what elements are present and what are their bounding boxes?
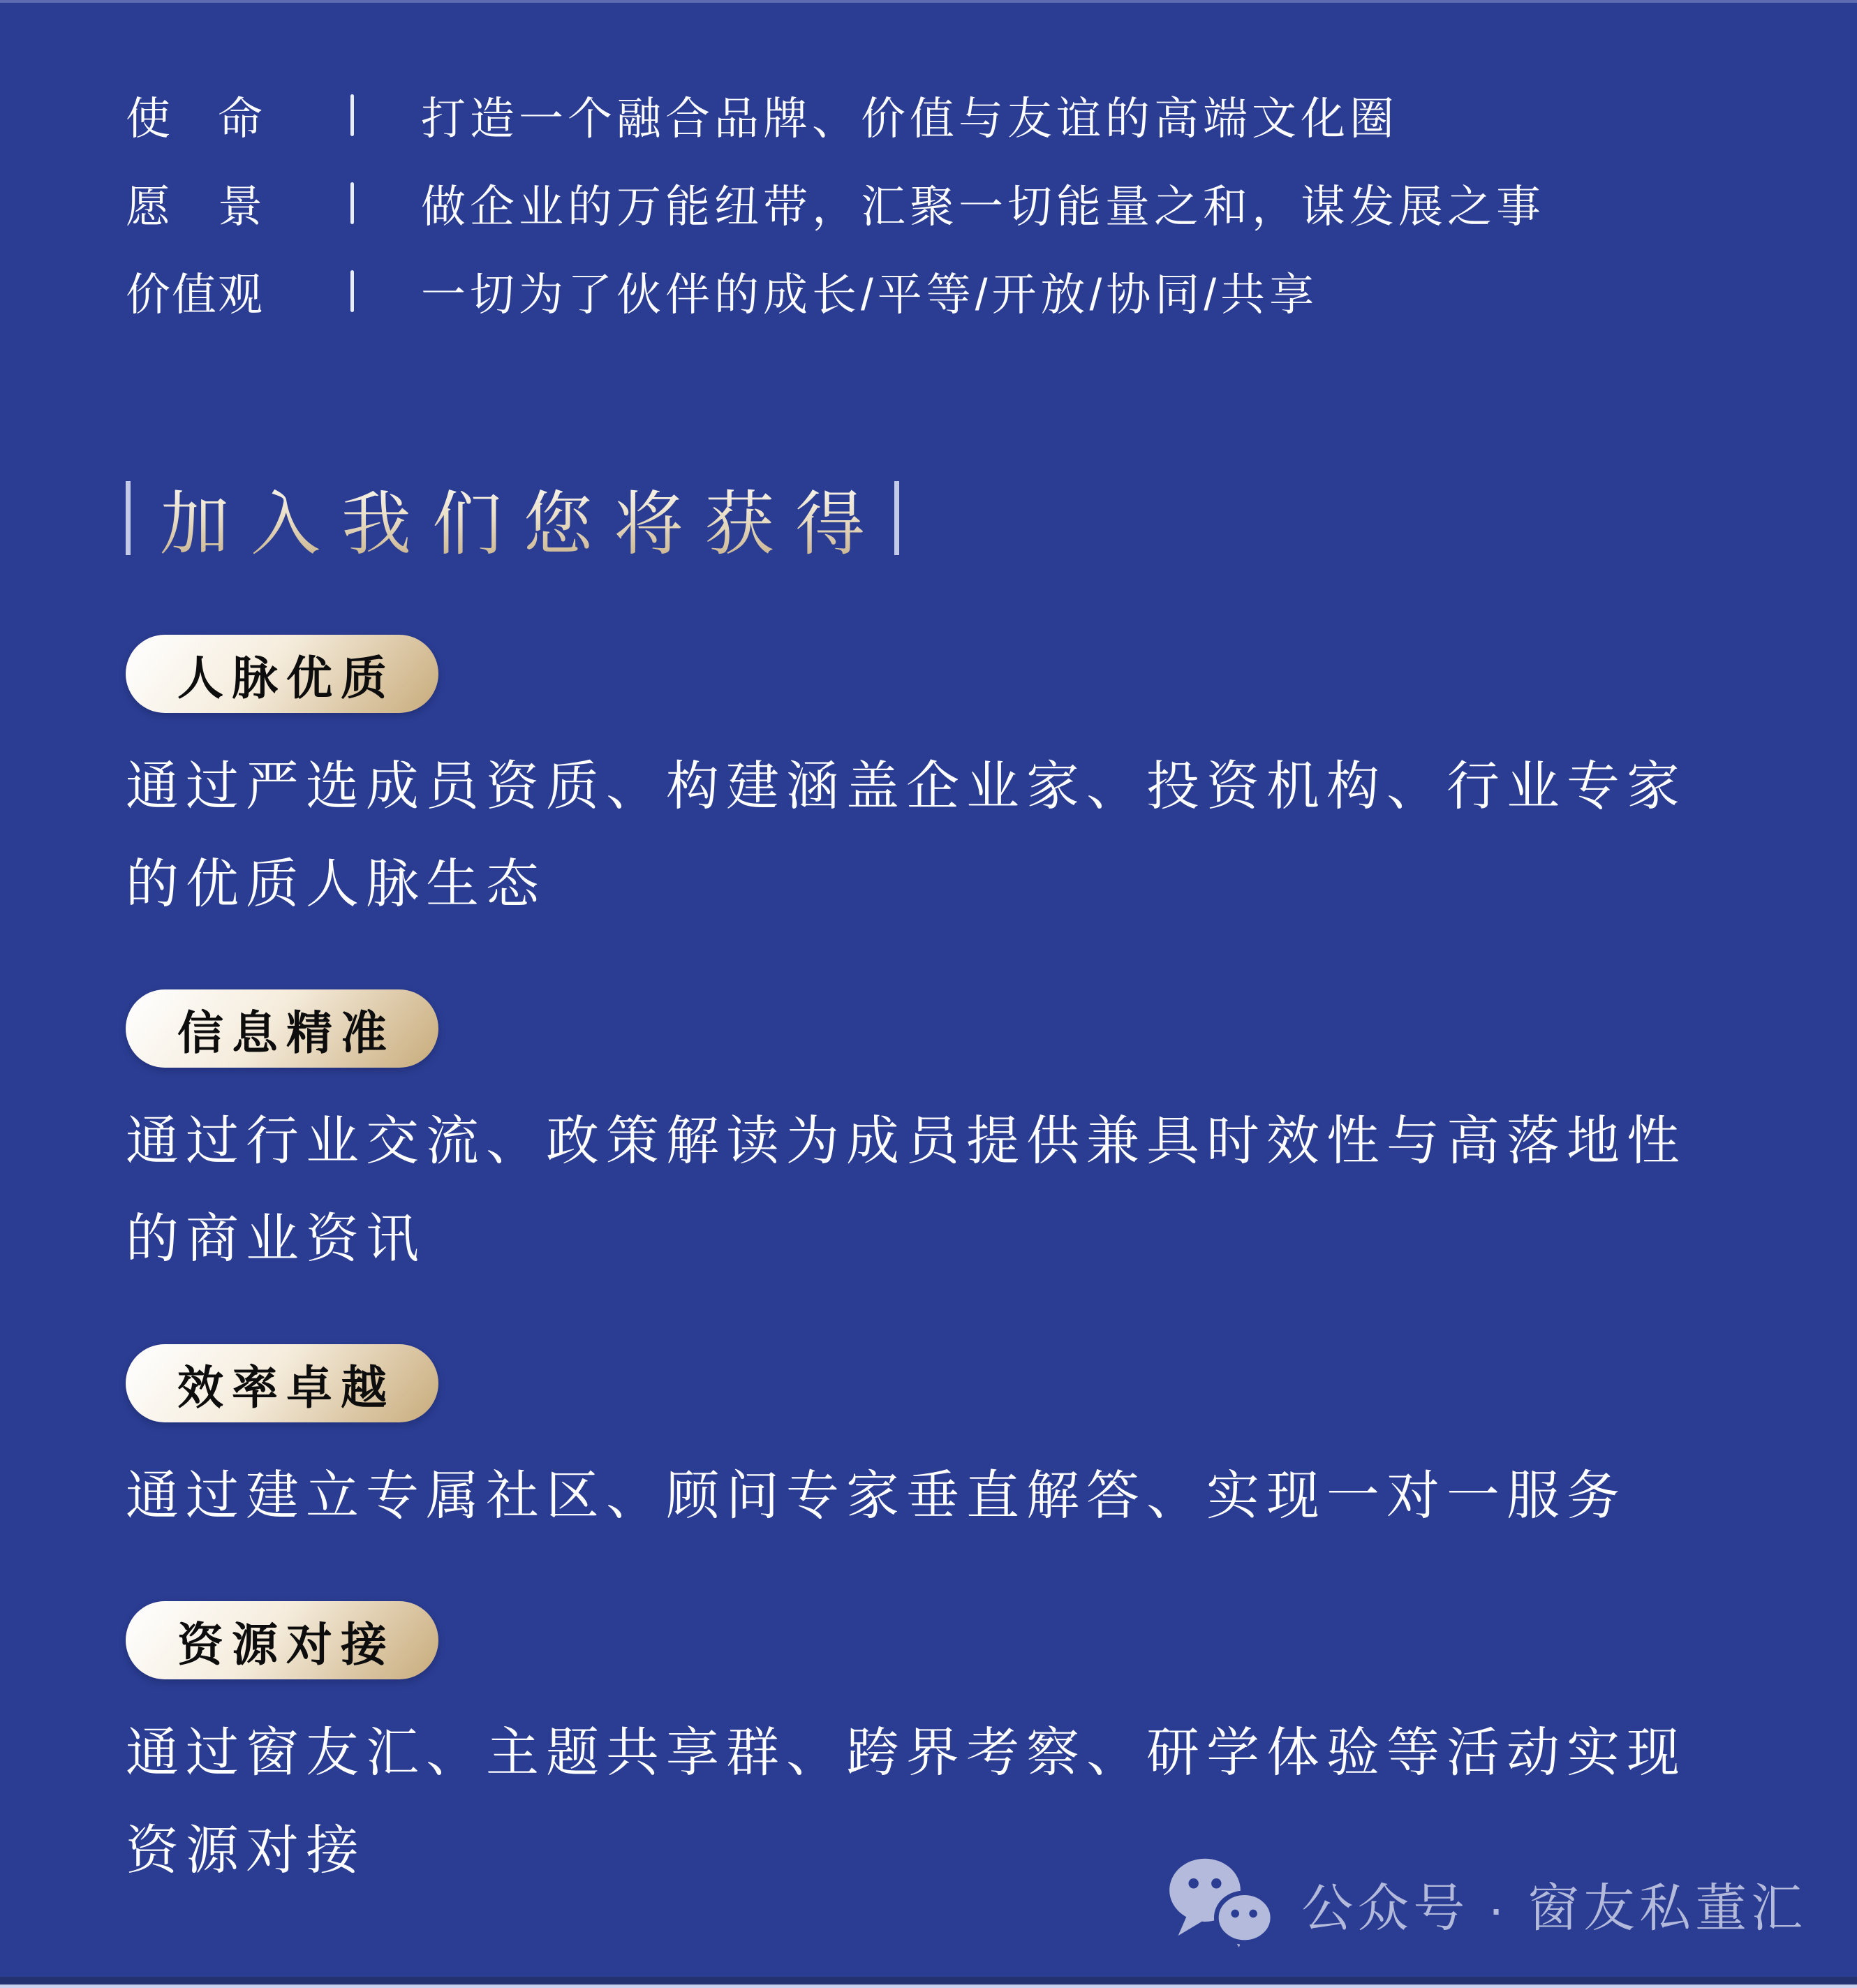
benefit-badge: 信息精准 xyxy=(126,989,438,1068)
benefit-section xyxy=(126,635,1731,934)
benefit-description: 通过窗友汇、主题共享群、跨界考察、研学体验等活动实现资源对接 xyxy=(126,1723,1687,1880)
benefit-description: 通过行业交流、政策解读为成员提供兼具时效性与高落地性的商业资讯 xyxy=(126,1112,1687,1269)
vertical-divider xyxy=(350,270,354,312)
mission-label: 使 命 xyxy=(126,94,262,144)
mission-row xyxy=(126,71,1731,159)
vision-text: 做企业的万能纽带，汇聚一切能量之和，谋发展之事 xyxy=(421,182,1545,232)
values-label: 价 值 观 xyxy=(126,270,262,320)
footer xyxy=(1163,1854,1807,1954)
benefit-badge: 资源对接 xyxy=(126,1601,438,1679)
benefit-description: 通过严选成员资质、构建涵盖企业家、投资机构、行业专家的优质人脉生态 xyxy=(126,757,1687,914)
benefit-section xyxy=(126,1344,1731,1545)
benefits-list xyxy=(126,635,1731,1900)
mission-text: 打造一个融合品牌、价值与友谊的高端文化圈 xyxy=(421,94,1398,144)
heading-left-bar xyxy=(126,481,131,555)
values-text: 一切为了伙伴的成长/平等/开放/协同/共享 xyxy=(421,270,1319,320)
wechat-icon xyxy=(1163,1854,1280,1954)
benefit-badge: 效率卓越 xyxy=(126,1344,438,1422)
benefit-description: 通过建立专属社区、顾问专家垂直解答、实现一对一服务 xyxy=(126,1466,1627,1526)
benefit-section xyxy=(126,989,1731,1288)
top-edge-line xyxy=(0,0,1857,3)
footer-label: 公众号 · 窗友私董汇 xyxy=(1301,1879,1807,1937)
section-heading: 加入我们您将获得 xyxy=(160,468,886,568)
mission-block xyxy=(126,71,1731,335)
section-heading-row xyxy=(126,468,1731,568)
vertical-divider xyxy=(350,94,354,136)
mission-row xyxy=(126,159,1731,247)
mission-row xyxy=(126,247,1731,335)
vertical-divider xyxy=(350,182,354,224)
benefit-badge: 人脉优质 xyxy=(126,635,438,713)
vision-label: 愿 景 xyxy=(126,182,262,232)
bottom-edge-line xyxy=(0,1977,1857,1988)
heading-right-bar xyxy=(894,481,899,555)
